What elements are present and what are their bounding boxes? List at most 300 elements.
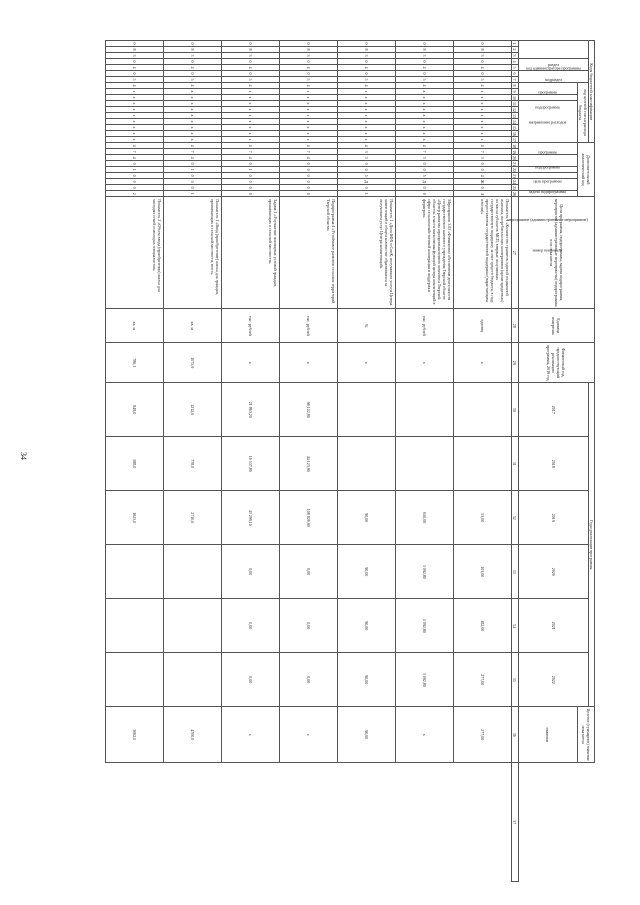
code-digit: x (338, 125, 396, 131)
code-digit: 5 (454, 77, 512, 83)
code-digit: x (106, 101, 164, 107)
code-digit: x (280, 89, 338, 95)
code-digit: 0 (280, 167, 338, 173)
column-number: 16 (512, 132, 518, 136)
code-digit: x (396, 101, 454, 107)
column-number: 33 (512, 545, 519, 599)
code-digit: 0 (106, 185, 164, 191)
column-number: 5 (512, 66, 518, 69)
row-unit: тыс. рублей (280, 309, 338, 343)
direction-header: направление расходов (519, 101, 578, 143)
code-digit: x (164, 125, 222, 131)
row-year-value: 182,00 (454, 599, 512, 653)
column-number: 7 (512, 78, 518, 81)
code-digit: 4 (164, 83, 222, 89)
code-digit: x (222, 137, 280, 143)
row-base-year-value: 786,1 (106, 343, 164, 383)
column-number: 2 (512, 48, 518, 51)
code-digit: x (164, 101, 222, 107)
code-digit: 4 (164, 155, 222, 161)
code-digit: 0 (222, 173, 280, 179)
code-digit: 0 (280, 191, 338, 197)
row-base-year-value: 1075,9 (164, 343, 222, 383)
code-digit: x (222, 95, 280, 101)
row-year-value (338, 437, 396, 491)
code-digit: x (338, 137, 396, 143)
code-digit: x (164, 95, 222, 101)
code-digit: 4 (280, 155, 338, 161)
years-group-header: Годы реализации программы (589, 383, 595, 707)
code-digit: 7 (280, 149, 338, 155)
code-digit: x (280, 131, 338, 137)
code-digit: x (454, 113, 512, 119)
row-name: Показатель 2 «Объем ввода (приобретения) жилья для молодых семей и молодых специалистов» (106, 197, 164, 309)
code-digit: 3 (338, 155, 396, 161)
row-base-year-value: х (396, 343, 454, 383)
code-digit: 0 (454, 59, 512, 65)
section-header: раздел (519, 59, 589, 71)
column-number: 1 (512, 42, 518, 45)
code-digit: 4 (454, 83, 512, 89)
row-year-value: 96 122,80 (280, 383, 338, 437)
table-row (338, 41, 396, 882)
row-year-value (106, 653, 164, 707)
code-digit: 4 (454, 173, 512, 179)
row-year-value (164, 599, 222, 653)
column-number: 21 (512, 162, 518, 167)
target-article-header: код целевой статьи расхода бюджета (578, 83, 589, 143)
code-digit: x (106, 113, 164, 119)
code-digit: 0 (106, 173, 164, 179)
row-year-value: 849,0 (106, 383, 164, 437)
code-digit: 4 (222, 65, 280, 71)
code-digit: Д (396, 179, 454, 185)
code-digit: 5 (396, 173, 454, 179)
column-number: 9 (512, 90, 518, 93)
goal-header: цель программы (519, 167, 578, 173)
row-year-value: 3 092,80 (396, 653, 454, 707)
row-year-value: 90,00 (338, 653, 396, 707)
code-digit: 8 (106, 47, 164, 53)
code-digit: 4 (164, 143, 222, 149)
indicator-number-header: номер показателя (519, 191, 578, 309)
column-number: 4 (512, 60, 518, 63)
column-number: 3 (512, 54, 518, 57)
code-digit: 5 (106, 77, 164, 83)
code-digit: 4 (222, 143, 280, 149)
code-digit: 3 (106, 53, 164, 59)
code-digit: 3 (338, 149, 396, 155)
code-digit: 4 (280, 65, 338, 71)
row-year-value: 53,00 (454, 491, 512, 545)
code-digit: 4 (222, 155, 280, 161)
code-digit: 1 (338, 191, 396, 197)
code-digit: 4 (280, 83, 338, 89)
row-base-year-value: х (280, 343, 338, 383)
row-year-value: 16 537,80 (222, 437, 280, 491)
row-year-value: 650,00 (396, 491, 454, 545)
column-number: 10 (512, 96, 518, 100)
code-digit: 0 (164, 161, 222, 167)
code-digit: 0 (222, 71, 280, 77)
additional-code-header: Дополнительный аналитический код (578, 143, 595, 197)
code-digit: 0 (454, 161, 512, 167)
column-number: 23 (512, 174, 518, 179)
unit-column-header: Единица измерения (519, 309, 595, 343)
code-digit: x (280, 95, 338, 101)
code-digit: 1 (164, 167, 222, 173)
code-digit: 0 (396, 191, 454, 197)
row-year-value: 2710,0 (164, 491, 222, 545)
code-digit: 0 (164, 59, 222, 65)
row-target-value: х (280, 707, 338, 763)
row-target-value: 90,00 (338, 707, 396, 763)
row-unit: единиц (454, 309, 512, 343)
column-number: 20 (512, 156, 518, 161)
code-digit: x (396, 113, 454, 119)
rotated-page (95, 40, 595, 882)
code-digit: x (106, 131, 164, 137)
code-digit: x (222, 89, 280, 95)
row-name: Показатель 1 «Доля КФХ и СпоК, получивших услуги Центра компетенций в общем количестве обратившихся за получением услуг Центра компетенций» (338, 197, 396, 309)
code-digit: x (106, 107, 164, 113)
year-2022-header: 2022 (519, 653, 589, 707)
row-year-value: 588,0 (106, 437, 164, 491)
code-digit: 0 (396, 71, 454, 77)
code-digit: 0 (280, 179, 338, 185)
row-year-value: 108 826,90 (280, 491, 338, 545)
row-unit: % (338, 309, 396, 343)
row-base-year-value: х (454, 343, 512, 383)
row-year-value: 1212,0 (164, 383, 222, 437)
code-digit: x (164, 113, 222, 119)
code-digit: 8 (280, 47, 338, 53)
code-digit: x (106, 119, 164, 125)
code-digit: x (280, 101, 338, 107)
code-digit: x (222, 125, 280, 131)
code-digit: 0 (280, 173, 338, 179)
code-digit: 8 (338, 47, 396, 53)
row-name: Показатель 1 «Количество гранитов, единой социальной выплаты, потребительских кооперативов (кроме кредитных) из числа субъектов МСП, впервые получивших государственную поддержку за счет средств бюджета, в году предоставления государственной поддержки (нарастающим итогом)» (454, 197, 512, 309)
code-digit: 4 (280, 143, 338, 149)
code-digit: x (454, 137, 512, 143)
code-digit: 8 (164, 47, 222, 53)
row-name: Задача 1 «Улучшение жилищных условий граждан, проживающих в сельской местности» (222, 197, 280, 309)
row-year-value: 43 299,10 (222, 491, 280, 545)
program-header: программа (519, 83, 578, 95)
code-digit: 0 (222, 161, 280, 167)
code-digit: 0 (222, 185, 280, 191)
column-number: 15 (512, 126, 518, 130)
code-digit: 0 (396, 161, 454, 167)
code-digit: 3 (454, 53, 512, 59)
code-digit: 4 (222, 83, 280, 89)
row-target-value: 3062,0 (106, 707, 164, 763)
year-2019-header: 2019 (519, 491, 589, 545)
code-digit: x (222, 113, 280, 119)
row-year-value: 3 092,80 (396, 599, 454, 653)
row-year-value: 0,00 (280, 545, 338, 599)
program-code-header: программа (519, 143, 578, 155)
table-row (222, 41, 280, 882)
code-digit: x (280, 107, 338, 113)
budget-table (105, 40, 595, 882)
code-digit: 3 (338, 53, 396, 59)
code-digit: x (338, 89, 396, 95)
code-digit: 0 (338, 41, 396, 47)
code-digit: 3 (222, 53, 280, 59)
column-number: 27 (512, 197, 519, 309)
code-digit: 0 (338, 161, 396, 167)
code-digit: x (164, 89, 222, 95)
code-digit: 5 (164, 77, 222, 83)
row-year-value: 1625,0 (106, 491, 164, 545)
row-year-value: 44 123,90 (280, 437, 338, 491)
row-name: Показатель 1 «Ввод (приобретение) жилья для граждан, проживающих в сельской местности, всего» (164, 197, 222, 309)
code-digit: x (454, 107, 512, 113)
code-digit: 4 (106, 155, 164, 161)
code-digit: 0 (222, 59, 280, 65)
code-digit: x (338, 119, 396, 125)
code-digit: 0 (222, 179, 280, 185)
row-year-value (338, 383, 396, 437)
code-digit: x (106, 137, 164, 143)
code-digit: x (164, 131, 222, 137)
row-year-value (396, 383, 454, 437)
year-2020-header: 2020 (519, 545, 589, 599)
table-row (454, 41, 512, 882)
code-digit: 3 (396, 155, 454, 161)
row-name: Мероприятие 3.05 «Финансовое обеспечение деятельности государственного казенного учреждения Тверской области «Центр развития агропромышленного комплекса Тверской области» в части выполнения функций центра компетенций в сфере сельскохозяйственной кооперации и поддержки фермеров» (396, 197, 454, 309)
row-year-value (454, 383, 512, 437)
code-digit: Ж (454, 179, 512, 185)
column-number: 14 (512, 120, 518, 124)
code-digit: 8 (454, 47, 512, 53)
column-number: 8 (512, 84, 518, 87)
table-row (280, 41, 338, 882)
row-year-value (106, 599, 164, 653)
page-number: 34 (19, 452, 28, 460)
code-digit: x (454, 125, 512, 131)
code-digit: 0 (164, 185, 222, 191)
row-target-value: х (222, 707, 280, 763)
code-digit: x (396, 137, 454, 143)
code-digit: 0 (106, 71, 164, 77)
code-digit: x (164, 137, 222, 143)
code-digit: 5 (222, 77, 280, 83)
code-digit: 0 (338, 71, 396, 77)
code-digit: 0 (222, 191, 280, 197)
row-target-value: 277,00 (454, 707, 512, 763)
goals-column-header: Цели программы, подпрограммы, задачи подпрограммы, мероприятия (административные мероприятия) подпрограммы и их показатели (519, 197, 595, 309)
code-digit: 3 (164, 53, 222, 59)
code-digit: 3 (396, 53, 454, 59)
row-year-value: 90,00 (338, 491, 396, 545)
code-digit: x (280, 113, 338, 119)
code-digit: 0 (280, 41, 338, 47)
column-number: 28 (512, 309, 519, 343)
column-number: 25 (512, 186, 518, 191)
row-unit: тыс. рублей (396, 309, 454, 343)
code-digit: 0 (106, 41, 164, 47)
code-digit: x (280, 119, 338, 125)
code-digit: x (396, 125, 454, 131)
column-number: 17 (512, 138, 518, 142)
code-digit: 4 (396, 143, 454, 149)
code-digit: 5 (338, 173, 396, 179)
code-digit: x (164, 107, 222, 113)
row-base-year-value: х (338, 343, 396, 383)
code-digit: x (454, 119, 512, 125)
code-digit: 0 (222, 41, 280, 47)
code-digit: x (396, 95, 454, 101)
code-digit: 0 (396, 59, 454, 65)
code-digit: x (338, 95, 396, 101)
target-value-label: значение (519, 707, 578, 763)
code-digit: 0 (280, 71, 338, 77)
code-digit: 1 (222, 167, 280, 173)
code-digit: 1 (164, 191, 222, 197)
column-number: 19 (512, 150, 518, 155)
row-year-value (164, 545, 222, 599)
row-year-value (164, 653, 222, 707)
row-year-value: 90,00 (338, 599, 396, 653)
column-number: 13 (512, 114, 518, 118)
row-year-value: 3 092,80 (396, 545, 454, 599)
code-digit: 0 (280, 161, 338, 167)
code-digit: 0 (164, 41, 222, 47)
code-digit: 0 (164, 179, 222, 185)
code-digit: 4 (454, 143, 512, 149)
column-number: 30 (512, 383, 519, 437)
row-unit: кв. м (164, 309, 222, 343)
row-year-value: 0,00 (280, 653, 338, 707)
code-digit: x (222, 107, 280, 113)
activity-header: мероприятие (административное мероприятие) (519, 179, 578, 191)
code-digit: 4 (106, 83, 164, 89)
column-number: 6 (512, 72, 518, 75)
base-year-column-header: Финансовый год, предшествующий реализации программы, 2016 год (519, 343, 595, 383)
code-digit: 3 (280, 53, 338, 59)
code-digit: x (454, 89, 512, 95)
row-name: Подпрограмма 4 «Устойчивое развитие сельских территорий Тверской области» (280, 197, 338, 309)
code-digit: 4 (164, 65, 222, 71)
code-digit: x (222, 131, 280, 137)
code-digit: x (280, 137, 338, 143)
code-digit: x (396, 107, 454, 113)
column-number: 32 (512, 491, 519, 545)
column-number: 29 (512, 343, 519, 383)
code-digit: 0 (106, 59, 164, 65)
code-digit: 5 (396, 77, 454, 83)
code-digit: 4 (338, 65, 396, 71)
code-digit: 0 (396, 41, 454, 47)
code-digit: 0 (106, 161, 164, 167)
table-row (396, 41, 454, 882)
row-unit: тыс. рублей (222, 309, 280, 343)
code-digit: x (222, 119, 280, 125)
target-value-header: Целевое (суммарное) значение показателя (578, 707, 595, 763)
code-digit: 0 (106, 179, 164, 185)
row-year-value: 0,00 (222, 545, 280, 599)
code-digit: 7 (222, 149, 280, 155)
row-year-value: 0,00 (222, 653, 280, 707)
code-digit: x (280, 125, 338, 131)
row-year-value: 277,00 (454, 653, 512, 707)
code-digit: 0 (396, 185, 454, 191)
code-digit: 8 (222, 47, 280, 53)
code-digit: 5 (280, 77, 338, 83)
task-header: задача подпрограммы (519, 173, 578, 179)
code-digit: 4 (454, 191, 512, 197)
subprogram-header: подпрограмма (519, 95, 578, 101)
code-digit: x (396, 119, 454, 125)
code-digit: x (164, 119, 222, 125)
column-number: 18 (512, 144, 518, 149)
code-digit: 0 (280, 185, 338, 191)
code-digit: x (454, 95, 512, 101)
column-numbers-row (512, 41, 519, 882)
year-2021-header: 2021 (519, 599, 589, 653)
row-unit: кв. м (106, 309, 164, 343)
code-digit: 4 (338, 83, 396, 89)
column-number: 22 (512, 168, 518, 173)
row-year-value: 90,00 (338, 545, 396, 599)
code-digit: 8 (396, 47, 454, 53)
code-digit: x (338, 113, 396, 119)
row-year-value: 103,00 (454, 545, 512, 599)
code-digit: 0 (396, 167, 454, 173)
code-digit: 2 (106, 191, 164, 197)
row-year-value: 778,0 (164, 437, 222, 491)
code-digit: 4 (396, 83, 454, 89)
code-digit: 3 (454, 155, 512, 161)
code-digit: x (106, 89, 164, 95)
column-number: 12 (512, 108, 518, 112)
code-digit: 0 (164, 71, 222, 77)
code-digit: 0 (338, 59, 396, 65)
code-digit: 0 (454, 167, 512, 173)
code-digit: x (338, 101, 396, 107)
column-number: 26 (512, 192, 518, 197)
table-row (106, 41, 164, 882)
code-digit: x (222, 101, 280, 107)
column-number: 37 (512, 763, 519, 882)
column-number: 35 (512, 653, 519, 707)
column-number: 31 (512, 437, 519, 491)
code-digit: 0 (454, 41, 512, 47)
row-target-value: х (396, 707, 454, 763)
code-digit: 0 (338, 167, 396, 173)
row-target-value: 4700,0 (164, 707, 222, 763)
subprogram-code-header: подпрограмма (519, 155, 578, 167)
year-2018-header: 2018 (519, 437, 589, 491)
table-row (164, 41, 222, 882)
admin-code-header: код администратора программы (519, 41, 589, 59)
row-base-year-value: х (222, 343, 280, 383)
code-digit: 4 (338, 143, 396, 149)
code-digit: 0 (454, 71, 512, 77)
code-digit: 7 (106, 149, 164, 155)
code-digit: 5 (338, 77, 396, 83)
column-number: 11 (512, 102, 518, 106)
code-digit: x (106, 95, 164, 101)
code-digit: x (338, 107, 396, 113)
row-year-value: 0,00 (222, 599, 280, 653)
row-year-value (106, 545, 164, 599)
column-number: 36 (512, 707, 519, 763)
code-digit: 4 (396, 65, 454, 71)
